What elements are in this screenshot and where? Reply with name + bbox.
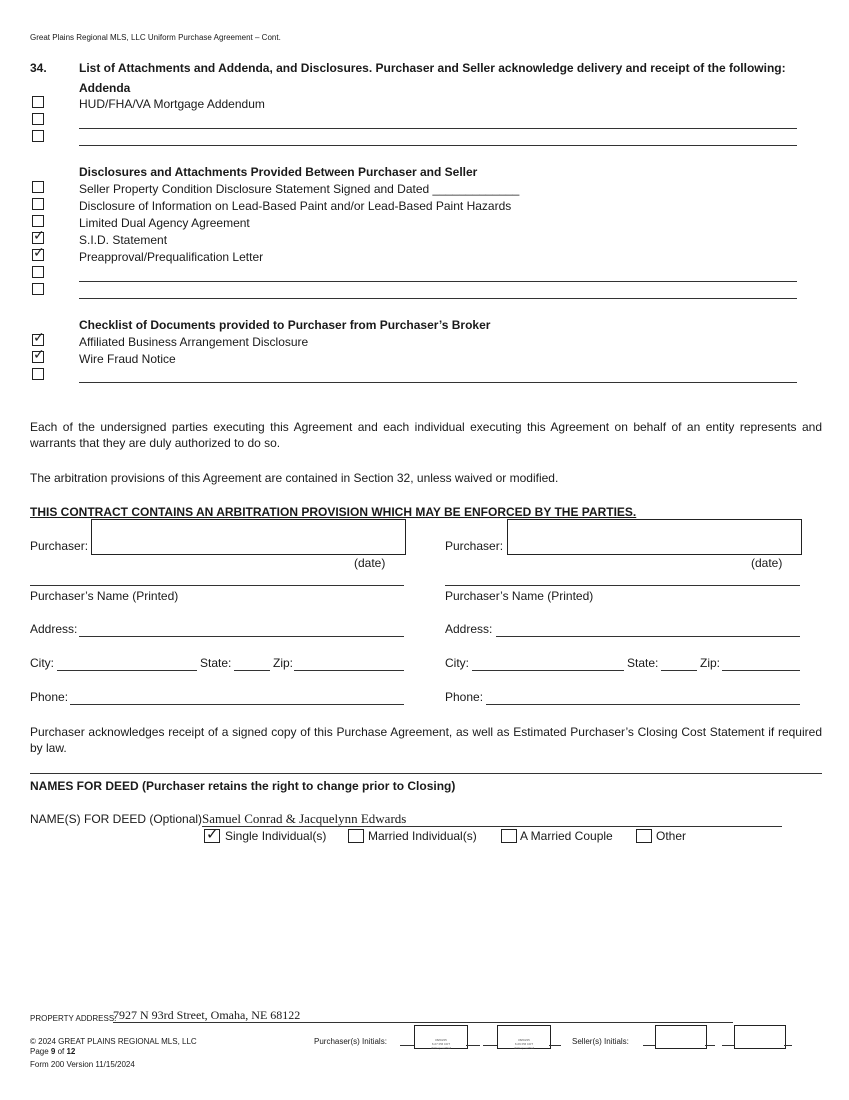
purchaser-initials-box-1[interactable] [414,1025,468,1049]
checklist-heading: Checklist of Documents provided to Purchaser from Purchaser’s Broker [79,318,491,332]
checklist-item-label: Affiliated Business Arrangement Disclosure [79,335,309,349]
checklist-checkbox-1[interactable] [32,334,44,346]
signature-line [445,585,800,586]
date-label: (date) [751,556,783,570]
zip-label: Zip: [700,656,721,670]
document-header: Great Plains Regional MLS, LLC Uniform Purchase Agreement – Cont. [30,33,281,42]
state-field[interactable] [661,670,697,671]
checklist-checkbox-2[interactable] [32,351,44,363]
arbitration-notice: THIS CONTRACT CONTAINS AN ARBITRATION PROVISION WHICH MAY BE ENFORCED BY THE PARTIES. [30,505,637,519]
disclosures-blank-line[interactable] [79,281,797,282]
initials-line [466,1045,480,1046]
deed-option-checkbox-single[interactable] [204,829,220,843]
signature-line [30,585,404,586]
addenda-checkbox-3[interactable] [32,130,44,142]
disclosures-blank-line[interactable] [79,298,797,299]
purchaser-signature-box[interactable] [507,519,802,555]
city-label: City: [445,656,469,670]
copyright: © 2024 GREAT PLAINS REGIONAL MLS, LLC [30,1037,197,1046]
phone-label: Phone: [30,690,69,704]
page-number [30,1047,75,1056]
property-address-line [113,1022,733,1023]
initial-stamp-verified: dotloop verified [430,1046,452,1050]
purchaser-label: Purchaser: [30,539,89,553]
state-label: State: [627,656,659,670]
address-field[interactable] [496,636,800,637]
addenda-checkbox-1[interactable] [32,96,44,108]
disclosure-checkbox-1[interactable] [32,181,44,193]
state-field[interactable] [234,670,270,671]
seller-initials-box-2[interactable] [734,1025,786,1049]
addenda-blank-line[interactable] [79,128,797,129]
disclosure-checkbox-2[interactable] [32,198,44,210]
initials-line [705,1045,715,1046]
disclosure-item-label: Seller Property Condition Disclosure Statement Signed and Dated _____________ [79,182,520,196]
deed-option-checkbox-married-individuals[interactable] [348,829,364,843]
deed-option-checkbox-other[interactable] [636,829,652,843]
printed-name-label: Purchaser’s Name (Printed) [445,589,594,603]
initial-stamp-time: 6:27 PM CDT [431,1042,451,1046]
initials-line [784,1045,792,1046]
arbitration-paragraph: The arbitration provisions of this Agreement are contained in Section 32, unless waived or modified. [30,471,559,485]
addenda-checkbox-2[interactable] [32,113,44,125]
purchaser-label: Purchaser: [445,539,504,553]
address-field[interactable] [79,636,404,637]
addenda-heading: Addenda [79,81,131,95]
property-address-label: PROPERTY ADDRESS: [30,1014,117,1023]
disclosure-item-label: Preapproval/Prequalification Letter [79,250,264,264]
page-total: 12 [66,1047,76,1056]
deed-option-label: Married Individual(s) [368,829,477,843]
disclosure-checkbox-7[interactable] [32,283,44,295]
addenda-blank-line[interactable] [79,145,797,146]
disclosures-heading: Disclosures and Attachments Provided Between Purchaser and Seller [79,165,478,179]
date-label: (date) [354,556,386,570]
initial-stamp-date: 08/03/25 [518,1038,530,1042]
disclosure-checkbox-5[interactable] [32,249,44,261]
section-divider [30,773,822,774]
city-field[interactable] [472,670,624,671]
initials-line [400,1045,414,1046]
authority-paragraph: Each of the undersigned parties executing this Agreement and each individual executing this Agreement on behalf of an entity represents and warrants that they are duly authorized to do so. [30,420,822,450]
initials-line [483,1045,497,1046]
page-current: 9 [50,1047,56,1056]
property-address-value: 7927 N 93rd Street, Omaha, NE 68122 [113,1008,301,1022]
disclosure-item-label: Limited Dual Agency Agreement [79,216,250,230]
city-label: City: [30,656,54,670]
initials-line [549,1045,561,1046]
deed-option-label: Other [656,829,687,843]
city-field[interactable] [57,670,197,671]
receipt-paragraph: Purchaser acknowledges receipt of a signed copy of this Purchase Agreement, as well as Estimated Purchaser’s Closing Cost Statement if required by law. [30,725,822,755]
printed-name-label: Purchaser’s Name (Printed) [30,589,179,603]
disclosure-checkbox-6[interactable] [32,266,44,278]
page-prefix: Page [30,1047,51,1056]
addenda-item-label: HUD/FHA/VA Mortgage Addendum [79,97,265,111]
checklist-blank-line[interactable] [79,382,797,383]
initials-line [643,1045,655,1046]
purchaser-signature-box[interactable] [91,519,406,555]
state-label: State: [200,656,232,670]
address-label: Address: [30,622,78,636]
deed-heading: NAMES FOR DEED (Purchaser retains the right to change prior to Closing) [30,779,456,793]
deed-option-label: A Married Couple [520,829,613,843]
disclosure-checkbox-3[interactable] [32,215,44,227]
phone-field[interactable] [486,704,800,705]
deed-option-checkbox-married-couple[interactable] [501,829,517,843]
form-version: Form 200 Version 11/15/2024 [30,1060,135,1069]
section-title: List of Attachments and Addenda, and Disclosures. Purchaser and Seller acknowledge delivery and receipt of the following: [79,61,786,75]
disclosure-item-label: Disclosure of Information on Lead-Based Paint and/or Lead-Based Paint Hazards [79,199,512,213]
deed-option-label: Single Individual(s) [225,829,327,843]
checklist-checkbox-3[interactable] [32,368,44,380]
purchaser-initials-box-2[interactable] [497,1025,551,1049]
initials-line [722,1045,734,1046]
disclosure-item-label: S.I.D. Statement [79,233,168,247]
seller-initials-label: Seller(s) Initials: [572,1037,629,1046]
section-number: 34. [30,61,47,75]
checklist-item-label: Wire Fraud Notice [79,352,176,366]
purchaser-initials-label: Purchaser(s) Initials: [314,1037,387,1046]
disclosure-checkbox-4[interactable] [32,232,44,244]
deed-names-line [202,826,782,827]
zip-field[interactable] [722,670,800,671]
initial-stamp-time: 6:29 PM CDT [514,1042,534,1046]
deed-names-label: NAME(S) FOR DEED (Optional) [30,812,203,826]
initial-stamp-verified: dotloop verified [513,1046,535,1050]
initial-stamp-date: 08/03/25 [435,1038,447,1042]
phone-label: Phone: [445,690,484,704]
zip-label: Zip: [273,656,294,670]
address-label: Address: [445,622,493,636]
zip-field[interactable] [294,670,404,671]
deed-names-value[interactable]: Samuel Conrad & Jacquelynn Edwards [202,811,407,826]
page-of: of [55,1047,67,1056]
phone-field[interactable] [70,704,404,705]
seller-initials-box-1[interactable] [655,1025,707,1049]
